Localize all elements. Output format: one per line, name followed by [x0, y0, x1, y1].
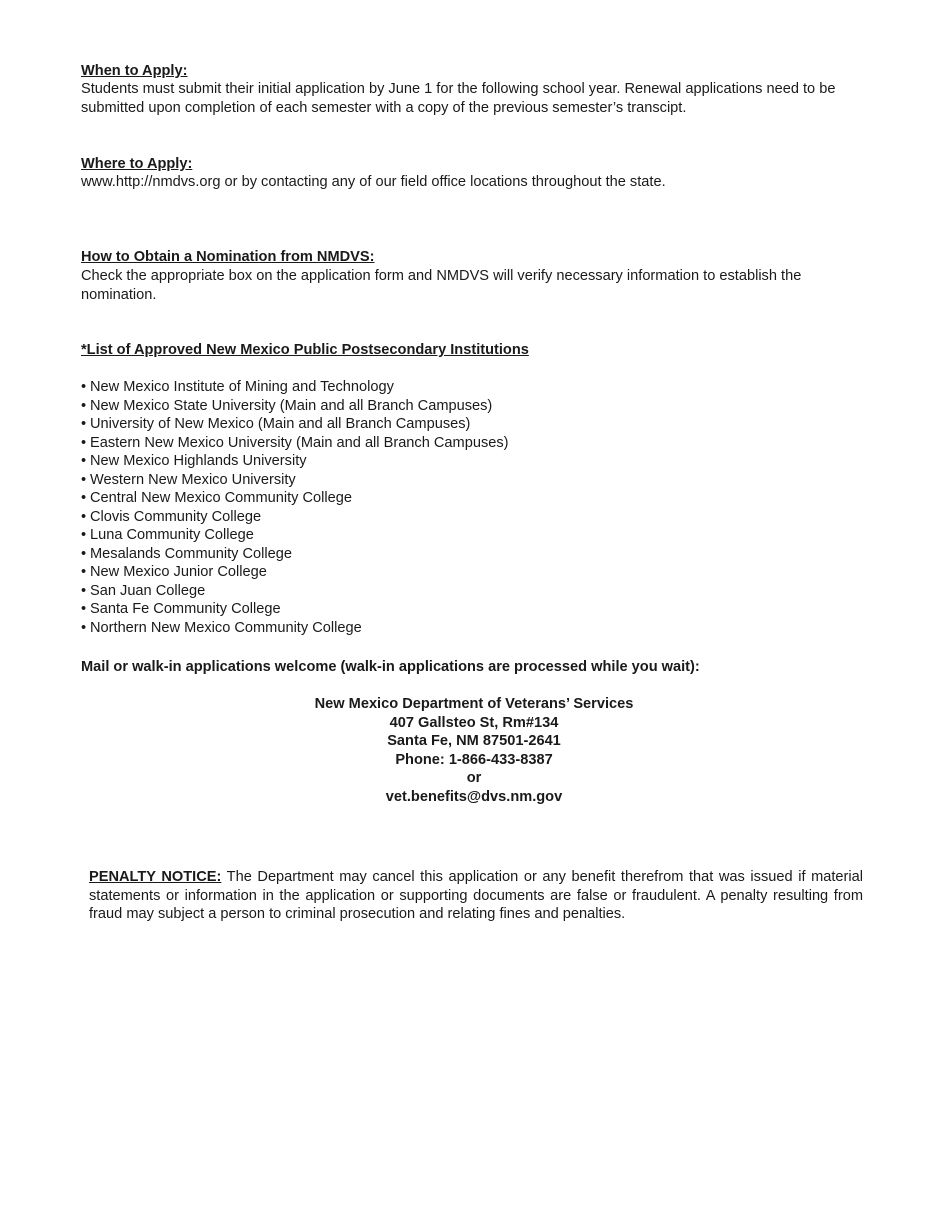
- list-item: [81, 397, 509, 416]
- institution-name: Eastern New Mexico University (Main and all Branch Campuses): [90, 434, 509, 451]
- list-item: [81, 600, 509, 619]
- institution-name: New Mexico Junior College: [90, 564, 267, 580]
- institution-name: Central New Mexico Community College: [90, 490, 352, 506]
- where-to-apply-text: www.http://nmdvs.org or by contacting any of our field office locations throughout the state.: [81, 174, 666, 190]
- list-item: [81, 619, 509, 638]
- when-to-apply-text: Students must submit their initial application by June 1 for the following school year. Renewal applications need to be submitted upon completion of each semester with a copy of the previous semester’s transcipt.: [81, 81, 836, 116]
- bullet-icon: •: [81, 434, 87, 451]
- list-item: [81, 508, 509, 527]
- penalty-notice-text: The Department may cancel this application or any benefit therefrom that was issued if material statements or information in the application or supporting documents are false or fraudulent. A penalty resulting from fraud may subject a person to criminal prosecution and relating fines and penalties.: [89, 869, 863, 923]
- bullet-icon: •: [81, 564, 87, 580]
- where-to-apply-heading: Where to Apply:: [81, 156, 193, 172]
- penalty-notice: [89, 868, 863, 924]
- list-item: [81, 545, 509, 564]
- bullet-icon: •: [81, 545, 87, 562]
- institution-name: New Mexico Institute of Mining and Technology: [90, 379, 394, 395]
- institutions-list: [81, 378, 509, 637]
- institution-name: Clovis Community College: [90, 508, 262, 525]
- address-email: vet.benefits@dvs.nm.gov: [385, 788, 563, 805]
- institutions-heading: *List of Approved New Mexico Public Postsecondary Institutions: [81, 342, 529, 358]
- institution-name: New Mexico State University (Main and all Branch Campuses): [90, 397, 493, 414]
- list-item: [81, 526, 509, 545]
- when-to-apply-heading: When to Apply:: [81, 63, 188, 79]
- institution-name: Western New Mexico University: [90, 471, 296, 488]
- address-street: 407 Gallsteo St, Rm#134: [389, 714, 559, 731]
- bullet-icon: •: [81, 471, 87, 488]
- institution-name: Luna Community College: [90, 527, 254, 543]
- bullet-icon: •: [81, 416, 87, 432]
- list-item: [81, 415, 509, 434]
- institution-name: New Mexico Highlands University: [90, 453, 307, 469]
- bullet-icon: •: [81, 582, 87, 599]
- institution-name: University of New Mexico (Main and all Branch Campuses): [90, 416, 471, 432]
- bullet-icon: •: [81, 601, 87, 617]
- institution-name: San Juan College: [90, 582, 206, 599]
- list-item: [81, 563, 509, 582]
- list-item: [81, 471, 509, 490]
- institution-name: Northern New Mexico Community College: [90, 619, 362, 636]
- bullet-icon: •: [81, 453, 87, 469]
- address-city: Santa Fe, NM 87501-2641: [387, 733, 561, 750]
- penalty-notice-label: PENALTY NOTICE:: [89, 869, 222, 885]
- nomination-heading: How to Obtain a Nomination from NMDVS:: [81, 249, 375, 265]
- address-phone: Phone: 1-866-433-8387: [395, 751, 553, 768]
- list-item: [81, 452, 509, 471]
- address-or: or: [466, 770, 482, 787]
- bullet-icon: •: [81, 397, 87, 414]
- list-item: [81, 582, 509, 601]
- mail-walk-in-note: Mail or walk-in applications welcome (walk-in applications are processed while you wait):: [81, 659, 700, 675]
- institution-name: Mesalands Community College: [90, 545, 292, 562]
- list-item: [81, 434, 509, 453]
- bullet-icon: •: [81, 508, 87, 525]
- list-item: [81, 378, 509, 397]
- bullet-icon: •: [81, 527, 87, 543]
- bullet-icon: •: [81, 490, 87, 506]
- institution-name: Santa Fe Community College: [90, 601, 281, 617]
- bullet-icon: •: [81, 379, 87, 395]
- address-org: New Mexico Department of Veterans’ Services: [314, 696, 634, 712]
- mailing-address: [81, 695, 867, 807]
- list-item: [81, 489, 509, 508]
- nomination-text: Check the appropriate box on the application form and NMDVS will verify necessary information to establish the nomination.: [81, 268, 802, 303]
- bullet-icon: •: [81, 619, 87, 636]
